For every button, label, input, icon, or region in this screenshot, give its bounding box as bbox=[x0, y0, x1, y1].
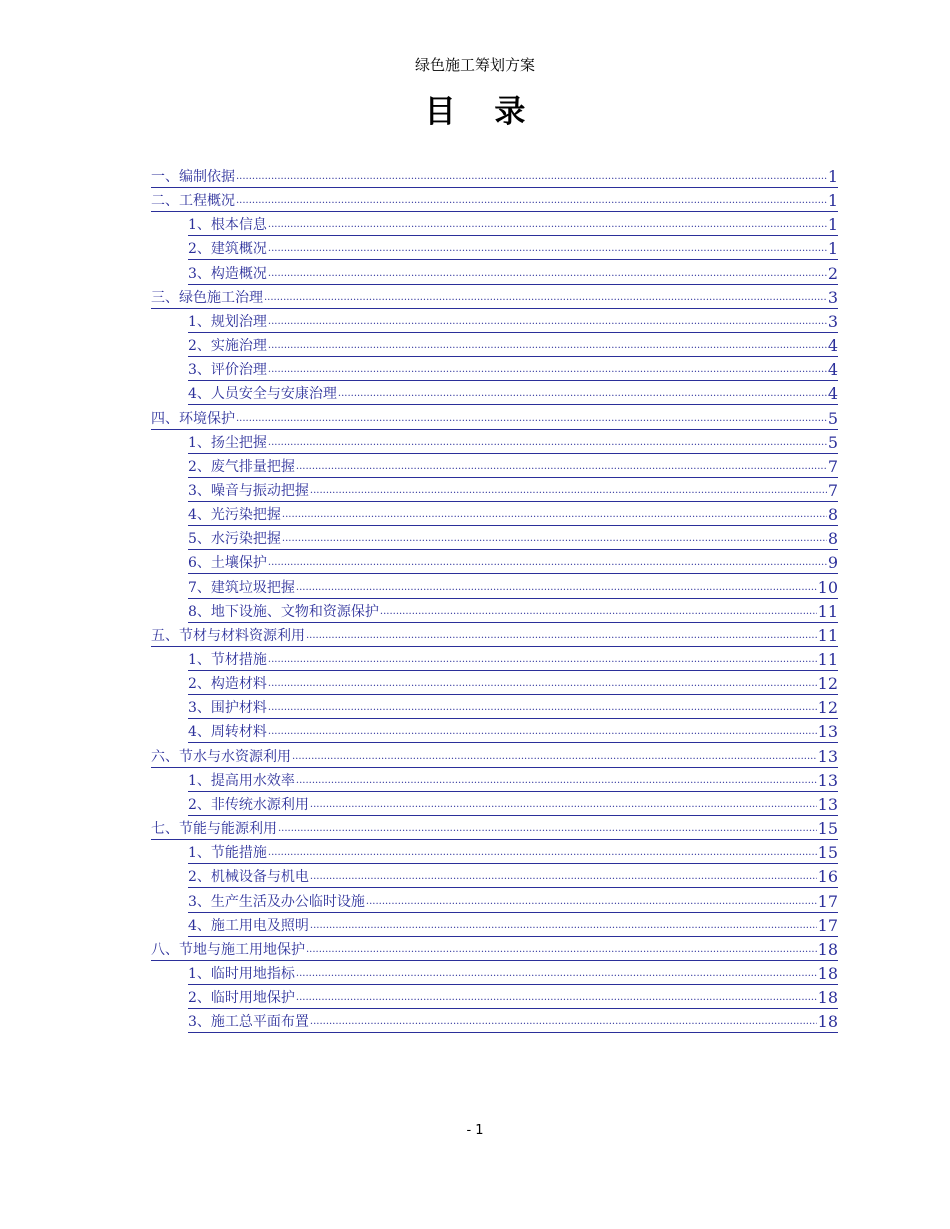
toc-entry[interactable] bbox=[151, 937, 838, 961]
toc-dot-leader bbox=[366, 891, 817, 912]
toc-entry-page-number: 18 bbox=[817, 964, 838, 983]
toc-dot-leader bbox=[310, 794, 817, 815]
toc-dot-leader bbox=[296, 963, 817, 984]
toc-entry-page-number: 15 bbox=[817, 819, 838, 838]
toc-entry-page-number: 8 bbox=[827, 529, 838, 548]
toc-entry-page-number: 1 bbox=[827, 239, 838, 258]
toc-entry[interactable] bbox=[188, 647, 838, 671]
toc-dot-leader bbox=[236, 166, 827, 187]
page-header: 绿色施工筹划方案 bbox=[414, 56, 535, 74]
toc-entry[interactable] bbox=[188, 309, 838, 333]
toc-dot-leader bbox=[306, 625, 817, 646]
toc-entry[interactable] bbox=[188, 478, 838, 502]
toc-dot-leader bbox=[268, 238, 827, 259]
toc-entry-label: 3、噪音与振动把握 bbox=[188, 483, 309, 499]
toc-entry[interactable] bbox=[151, 285, 838, 309]
toc-entry[interactable] bbox=[188, 985, 838, 1009]
toc-dot-leader bbox=[296, 456, 827, 477]
toc-entry-page-number: 13 bbox=[817, 722, 838, 741]
toc-entry-label: 七、节能与能源利用 bbox=[151, 821, 277, 837]
toc-entry[interactable] bbox=[151, 164, 838, 188]
toc-entry-label: 4、人员安全与安康治理 bbox=[188, 386, 337, 402]
toc-dot-leader bbox=[268, 697, 817, 718]
toc-entry[interactable] bbox=[188, 840, 838, 864]
toc-dot-leader bbox=[268, 842, 817, 863]
toc-entry[interactable] bbox=[188, 575, 838, 599]
toc-entry-page-number: 3 bbox=[827, 312, 838, 331]
toc-dot-leader bbox=[268, 432, 827, 453]
page-number-footer: - 1 bbox=[466, 1123, 484, 1138]
toc-entry-label: 2、建筑概况 bbox=[188, 241, 267, 257]
toc-entry-label: 3、施工总平面布置 bbox=[188, 1014, 309, 1030]
toc-entry[interactable] bbox=[188, 550, 838, 574]
toc-dot-leader bbox=[268, 552, 827, 573]
toc-entry-label: 2、机械设备与机电 bbox=[188, 869, 309, 885]
toc-entry-label: 2、非传统水源利用 bbox=[188, 797, 309, 813]
toc-entry[interactable] bbox=[188, 599, 838, 623]
toc-entry-page-number: 7 bbox=[827, 457, 838, 476]
toc-entry-label: 2、临时用地保护 bbox=[188, 990, 295, 1006]
toc-entry-page-number: 5 bbox=[827, 433, 838, 452]
toc-entry[interactable] bbox=[188, 502, 838, 526]
toc-entry-label: 2、实施治理 bbox=[188, 338, 267, 354]
toc-entry-label: 二、工程概况 bbox=[151, 193, 235, 209]
toc-entry[interactable] bbox=[188, 719, 838, 743]
toc-dot-leader bbox=[268, 359, 827, 380]
toc-entry-label: 1、节能措施 bbox=[188, 845, 267, 861]
toc-entry-page-number: 18 bbox=[817, 988, 838, 1007]
toc-entry[interactable] bbox=[188, 864, 838, 888]
toc-dot-leader bbox=[282, 528, 827, 549]
toc-entry-page-number: 1 bbox=[827, 215, 838, 234]
toc-dot-leader bbox=[310, 915, 817, 936]
toc-entry-label: 2、构造材料 bbox=[188, 676, 267, 692]
toc-entry[interactable] bbox=[188, 961, 838, 985]
toc-entry-page-number: 11 bbox=[817, 626, 838, 645]
toc-dot-leader bbox=[278, 818, 817, 839]
toc-entry[interactable] bbox=[188, 454, 838, 478]
toc-entry[interactable] bbox=[188, 768, 838, 792]
toc-entry-label: 2、废气排量把握 bbox=[188, 459, 295, 475]
toc-entry-label: 6、土壤保护 bbox=[188, 555, 267, 571]
toc-entry-label: 7、建筑垃圾把握 bbox=[188, 580, 295, 596]
toc-entry-label: 1、根本信息 bbox=[188, 217, 267, 233]
toc-entry-page-number: 16 bbox=[817, 867, 838, 886]
toc-entry[interactable] bbox=[188, 913, 838, 937]
toc-dot-leader bbox=[282, 504, 827, 525]
toc-entry[interactable] bbox=[151, 188, 838, 212]
toc-entry-label: 1、扬尘把握 bbox=[188, 435, 267, 451]
toc-entry-page-number: 1 bbox=[827, 167, 838, 186]
toc-entry-page-number: 17 bbox=[817, 916, 838, 935]
toc-entry-label: 五、节材与材料资源利用 bbox=[151, 628, 305, 644]
toc-entry-page-number: 12 bbox=[817, 674, 838, 693]
toc-entry[interactable] bbox=[188, 430, 838, 454]
toc-dot-leader bbox=[292, 746, 817, 767]
toc-entry-page-number: 4 bbox=[827, 336, 838, 355]
toc-entry-page-number: 4 bbox=[827, 384, 838, 403]
toc-entry-page-number: 4 bbox=[827, 360, 838, 379]
toc-entry[interactable] bbox=[188, 889, 838, 913]
toc-entry[interactable] bbox=[151, 406, 838, 430]
toc-entry-page-number: 13 bbox=[817, 771, 838, 790]
toc-entry-label: 一、编制依据 bbox=[151, 169, 235, 185]
toc-dot-leader bbox=[268, 721, 817, 742]
toc-entry-page-number: 9 bbox=[827, 553, 838, 572]
toc-dot-leader bbox=[338, 383, 827, 404]
toc-entry-page-number: 7 bbox=[827, 481, 838, 500]
toc-entry-label: 5、水污染把握 bbox=[188, 531, 281, 547]
toc-entry-label: 1、临时用地指标 bbox=[188, 966, 295, 982]
toc-entry[interactable] bbox=[188, 357, 838, 381]
toc-dot-leader bbox=[310, 1011, 817, 1032]
toc-entry-page-number: 18 bbox=[817, 940, 838, 959]
toc-entry[interactable] bbox=[188, 1009, 838, 1033]
toc-dot-leader bbox=[268, 214, 827, 235]
toc-dot-leader bbox=[380, 601, 817, 622]
toc-dot-leader bbox=[296, 770, 817, 791]
toc-dot-leader bbox=[310, 480, 827, 501]
toc-entry-label: 4、光污染把握 bbox=[188, 507, 281, 523]
toc-entry[interactable] bbox=[188, 236, 838, 260]
toc-dot-leader bbox=[268, 649, 817, 670]
toc-entry-page-number: 3 bbox=[827, 288, 838, 307]
toc-entry-page-number: 2 bbox=[827, 264, 838, 283]
toc-dot-leader bbox=[268, 311, 827, 332]
toc-entry-label: 3、构造概况 bbox=[188, 266, 267, 282]
toc-entry-page-number: 12 bbox=[817, 698, 838, 717]
toc-dot-leader bbox=[236, 408, 827, 429]
toc-dot-leader bbox=[268, 263, 827, 284]
toc-entry-page-number: 11 bbox=[817, 602, 838, 621]
toc-entry[interactable] bbox=[188, 792, 838, 816]
toc-entry-label: 3、围护材料 bbox=[188, 700, 267, 716]
toc-entry-page-number: 18 bbox=[817, 1012, 838, 1031]
toc-entry[interactable] bbox=[188, 212, 838, 236]
toc-entry-page-number: 10 bbox=[817, 578, 838, 597]
toc-dot-leader bbox=[268, 673, 817, 694]
toc-entry-page-number: 8 bbox=[827, 505, 838, 524]
toc-entry[interactable] bbox=[188, 333, 838, 357]
toc-entry-label: 八、节地与施工用地保护 bbox=[151, 942, 305, 958]
toc-dot-leader bbox=[264, 287, 827, 308]
toc-entry-page-number: 17 bbox=[817, 892, 838, 911]
toc-entry-page-number: 11 bbox=[817, 650, 838, 669]
toc-dot-leader bbox=[306, 939, 817, 960]
toc-entry-label: 8、地下设施、文物和资源保护 bbox=[188, 604, 379, 620]
toc-entry-label: 3、评价治理 bbox=[188, 362, 267, 378]
toc-entry-label: 1、规划治理 bbox=[188, 314, 267, 330]
toc-entry-label: 4、周转材料 bbox=[188, 724, 267, 740]
toc-entry[interactable] bbox=[151, 623, 838, 647]
toc-dot-leader bbox=[296, 987, 817, 1008]
toc-entry[interactable] bbox=[188, 261, 838, 285]
toc-entry[interactable] bbox=[188, 695, 838, 719]
toc-entry[interactable] bbox=[151, 816, 838, 840]
toc-entry-label: 3、生产生活及办公临时设施 bbox=[188, 894, 365, 910]
toc-entry[interactable] bbox=[188, 381, 838, 405]
toc-entry-label: 1、节材措施 bbox=[188, 652, 267, 668]
toc-entry-label: 四、环境保护 bbox=[151, 411, 235, 427]
toc-entry-label: 三、绿色施工治理 bbox=[151, 290, 263, 306]
document-title: 目 录 bbox=[424, 94, 540, 130]
toc-dot-leader bbox=[310, 866, 817, 887]
toc-entry-label: 4、施工用电及照明 bbox=[188, 918, 309, 934]
toc-dot-leader bbox=[236, 190, 827, 211]
toc-entry-page-number: 13 bbox=[817, 795, 838, 814]
toc-entry-label: 1、提高用水效率 bbox=[188, 773, 295, 789]
toc-entry-page-number: 1 bbox=[827, 191, 838, 210]
toc-entry-page-number: 5 bbox=[827, 409, 838, 428]
toc-entry-page-number: 15 bbox=[817, 843, 838, 862]
toc-entry[interactable] bbox=[188, 671, 838, 695]
toc-dot-leader bbox=[296, 577, 817, 598]
toc-entry[interactable] bbox=[151, 744, 838, 768]
toc-dot-leader bbox=[268, 335, 827, 356]
toc-entry-label: 六、节水与水资源利用 bbox=[151, 749, 291, 765]
toc-entry[interactable] bbox=[188, 526, 838, 550]
toc-entry-page-number: 13 bbox=[817, 747, 838, 766]
